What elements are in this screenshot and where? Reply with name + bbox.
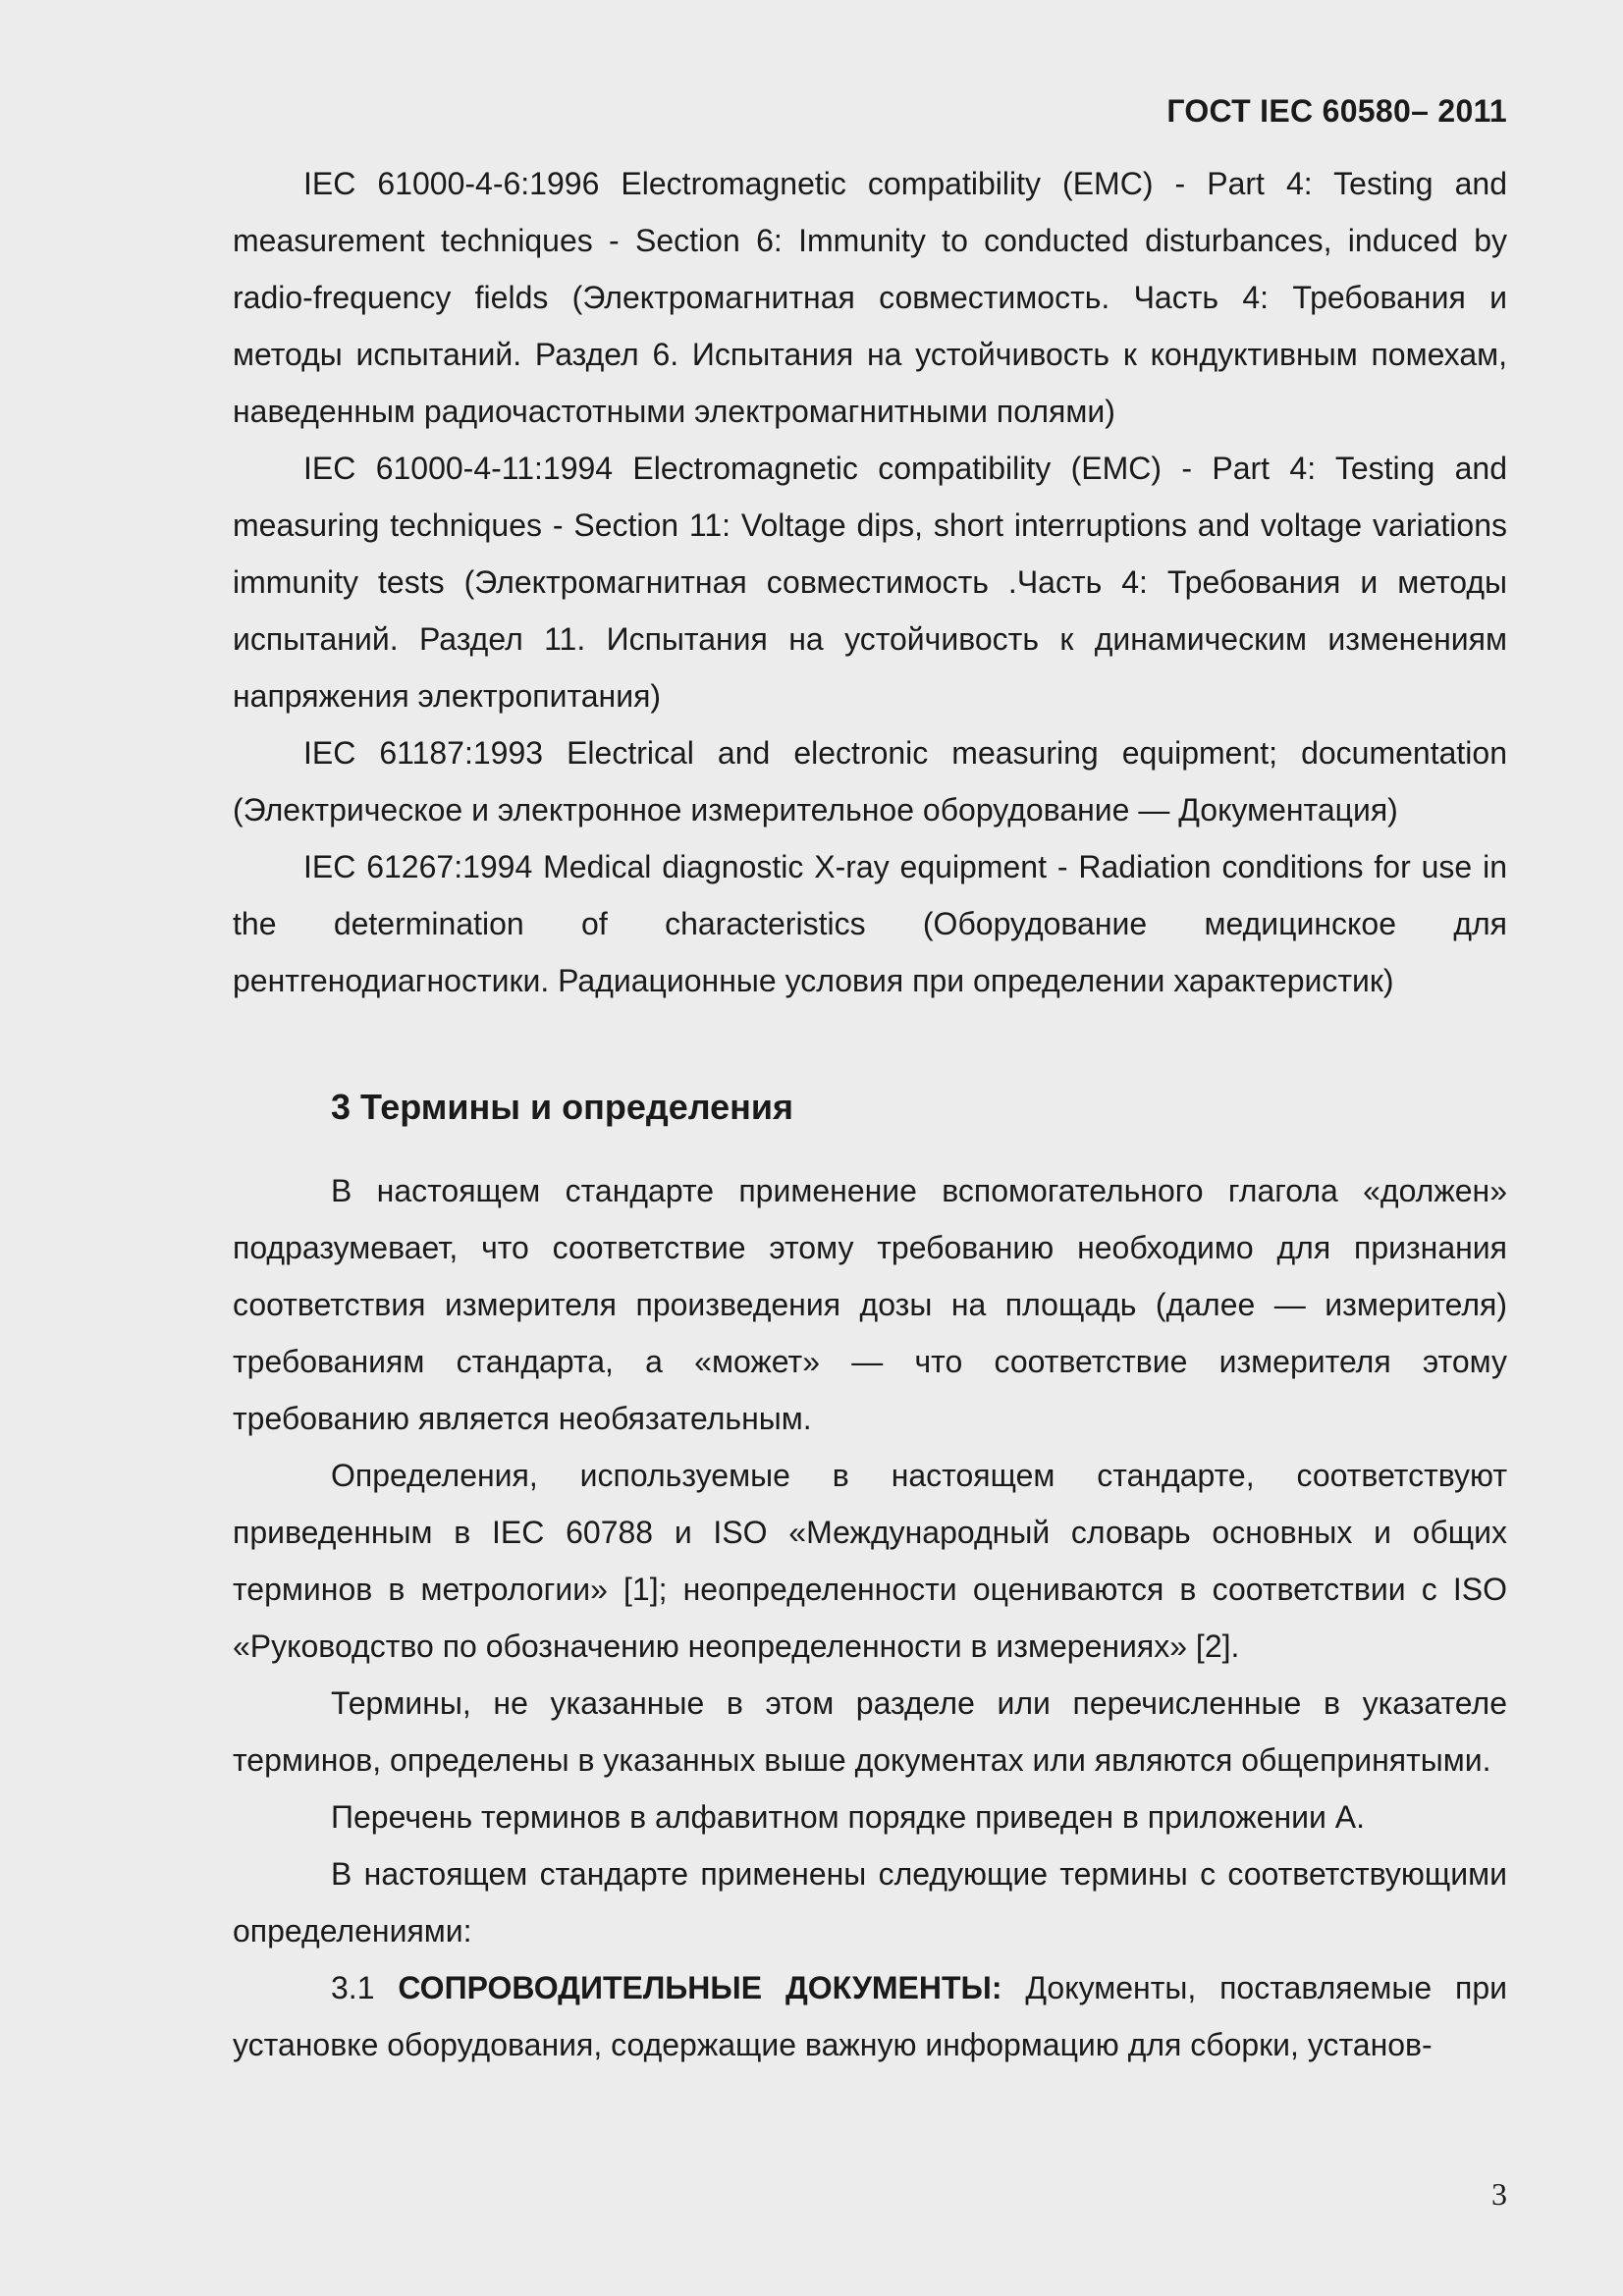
term-3-1 bbox=[233, 1959, 1507, 2073]
section-heading: 3 Термины и определения bbox=[331, 1087, 794, 1127]
term-definition: Документы, поставляемые при установке оборудования, содержащие важную информацию для сборки, установ- bbox=[233, 1970, 1508, 2062]
paragraph-other-terms: Термины, не указанные в этом разделе или перечисленные в указателе терминов, определены в указанных выше документах или являются общепринятыми. bbox=[233, 1685, 1507, 1778]
paragraph-definitions-source: Определения, используемые в настоящем стандарте, соответствуют приведенным в IEC 60788 и ISO «Международный словарь основных и общих терминов в метрологии» [1]; неопределенности оцениваются в соответствии с ISO «Руководство по обозначению неопределенности в измерениях» [2]. bbox=[233, 1458, 1507, 1664]
paragraph-terms-intro: В настоящем стандарте применены следующие термины с соответствующими определениями: bbox=[233, 1856, 1507, 1949]
term-number: 3.1 bbox=[331, 1970, 375, 2005]
page-content bbox=[233, 155, 1507, 2073]
term-name: СОПРОВОДИТЕЛЬНЫЕ ДОКУМЕНТЫ bbox=[398, 1970, 992, 2005]
reference-iec-61267: IEC 61267:1994 Medical diagnostic X-ray equipment - Radiation conditions for use in the determination of characteristics (Оборудование медицинское для рентгенодиагностики. Радиационные условия при определении характеристик) bbox=[233, 849, 1507, 998]
reference-iec-61000-4-11: IEC 61000-4-11:1994 Electromagnetic compatibility (EMC) - Part 4: Testing and measuring techniques - Section 11: Voltage dips, short interruptions and voltage variations immunity tests (Электромагнитная совместимость .Часть 4: Требования и методы испытаний. Раздел 11. Испытания на устойчивость к динамическим изменениям напряжения электропитания) bbox=[233, 451, 1507, 714]
document-header: ГОСТ IEC 60580– 2011 bbox=[1166, 93, 1507, 129]
reference-iec-61000-4-6: IEC 61000-4-6:1996 Electromagnetic compatibility (EMC) - Part 4: Testing and measurement techniques - Section 6: Immunity to conducted disturbances, induced by radio-frequency fields (Электромагнитная совместимость. Часть 4: Требования и методы испытаний. Раздел 6. Испытания на устойчивость к кондуктивным помехам, наведенным радиочастотными электромагнитными полями) bbox=[233, 166, 1507, 429]
page-number: 3 bbox=[1491, 2176, 1507, 2212]
paragraph-modal-verbs: В настоящем стандарте применение вспомогательного глагола «должен» подразумевает, что соответствие этому требованию необходимо для признания соответствия измерителя произведения дозы на площадь (далее — измерителя) требованиям стандарта, а «может» — что соответствие измерителя этому требованию является необязательным. bbox=[233, 1173, 1507, 1436]
term-colon: : bbox=[991, 1970, 1002, 2005]
reference-iec-61187: IEC 61187:1993 Electrical and electronic measuring equipment; documentation (Электрическое и электронное измерительное оборудование — Документация) bbox=[233, 735, 1507, 828]
paragraph-alphabetical-index: Перечень терминов в алфавитном порядке приведен в приложении А. bbox=[331, 1799, 1366, 1835]
